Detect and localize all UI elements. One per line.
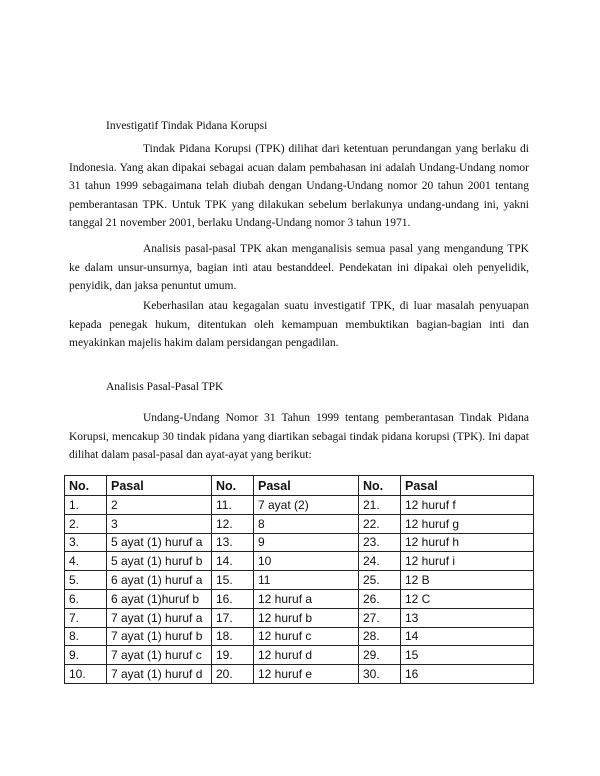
table-cell: 7 ayat (2) — [254, 496, 359, 515]
pasal-table — [64, 475, 534, 684]
paragraph-undang-undang: Undang-Undang Nomor 31 Tahun 1999 tentang pemberantasan Tindak Pidana Korupsi, mencakup 30 tindak pidana yang diartikan sebagai tindak pidana korupsi (TPK). Ini dapat dilihat dalam pasal-pasal dan ayat-ayat yang berikut: — [69, 412, 529, 461]
table-cell: 12 huruf h — [401, 533, 534, 552]
header-no: No. — [65, 476, 107, 496]
table-row — [65, 665, 534, 684]
table-cell: 14 — [401, 627, 534, 646]
header-no: No. — [212, 476, 254, 496]
table-cell: 26. — [359, 589, 401, 608]
header-pasal: Pasal — [254, 476, 359, 496]
table-cell: 15 — [401, 646, 534, 665]
table-cell: 11. — [212, 496, 254, 515]
table-row — [65, 646, 534, 665]
table-cell: 7. — [65, 608, 107, 627]
paragraph-tpk-definition: Tindak Pidana Korupsi (TPK) dilihat dari ketentuan perundangan yang berlaku di Indonesia. Yang akan dipakai sebagai acuan dalam pembahasan ini adalah Undang-Undang nomor 31 tahun 1999 sebagaimana telah diubah dengan Undang-Undang nomor 20 tahun 2001 tentang pemberantasan TPK. Untuk TPK yang dilakukan sebelum berlakunya undang-undang ini, yakni tanggal 21 november 2001, berlaku Undang-Undang nomor 3 tahun 1971. — [69, 143, 529, 229]
table-cell: 29. — [359, 646, 401, 665]
table-cell: 12 C — [401, 589, 534, 608]
table-cell: 20. — [212, 665, 254, 684]
table-row — [65, 571, 534, 590]
table-cell: 30. — [359, 665, 401, 684]
table-cell: 5 ayat (1) huruf b — [107, 552, 212, 571]
table-cell: 12 huruf a — [254, 589, 359, 608]
table-header-row — [65, 476, 534, 496]
table-cell: 5 ayat (1) huruf a — [107, 533, 212, 552]
table-row — [65, 514, 534, 533]
table-row — [65, 552, 534, 571]
table-cell: 22. — [359, 514, 401, 533]
table-cell: 12 huruf g — [401, 514, 534, 533]
table-cell: 28. — [359, 627, 401, 646]
table-row — [65, 589, 534, 608]
table-row — [65, 496, 534, 515]
table-cell: 5. — [65, 571, 107, 590]
table-cell: 12 huruf b — [254, 608, 359, 627]
table-cell: 4. — [65, 552, 107, 571]
table-cell: 8 — [254, 514, 359, 533]
table-cell: 24. — [359, 552, 401, 571]
table-cell: 7 ayat (1) huruf a — [107, 608, 212, 627]
table-cell: 15. — [212, 571, 254, 590]
table-cell: 13. — [212, 533, 254, 552]
table-cell: 12 huruf i — [401, 552, 534, 571]
table-cell: 12 huruf c — [254, 627, 359, 646]
table-cell: 8. — [65, 627, 107, 646]
table-cell: 18. — [212, 627, 254, 646]
table-cell: 7 ayat (1) huruf c — [107, 646, 212, 665]
table-cell: 2 — [107, 496, 212, 515]
header-pasal: Pasal — [107, 476, 212, 496]
table-cell: 13 — [401, 608, 534, 627]
table-cell: 6 ayat (1)huruf b — [107, 589, 212, 608]
table-cell: 9. — [65, 646, 107, 665]
table-cell: 21. — [359, 496, 401, 515]
table-row — [65, 608, 534, 627]
table-cell: 12 huruf d — [254, 646, 359, 665]
table-cell: 16 — [401, 665, 534, 684]
table-cell: 9 — [254, 533, 359, 552]
table-cell: 6. — [65, 589, 107, 608]
table-cell: 16. — [212, 589, 254, 608]
paragraph-keberhasilan: Keberhasilan atau kegagalan suatu investigatif TPK, di luar masalah penyuapan kepada penegak hukum, ditentukan oleh kemampuan membuktikan bagian-bagian inti dan meyakinkan majelis hakim dalam persidangan pengadilan. — [69, 300, 529, 349]
table-cell: 12 huruf e — [254, 665, 359, 684]
table-cell: 12 huruf f — [401, 496, 534, 515]
table-cell: 12. — [212, 514, 254, 533]
table-cell: 10. — [65, 665, 107, 684]
table-cell: 1. — [65, 496, 107, 515]
table-cell: 2. — [65, 514, 107, 533]
table-cell: 10 — [254, 552, 359, 571]
table-cell: 7 ayat (1) huruf b — [107, 627, 212, 646]
table-cell: 17. — [212, 608, 254, 627]
table-cell: 7 ayat (1) huruf d — [107, 665, 212, 684]
table-cell: 23. — [359, 533, 401, 552]
header-pasal: Pasal — [401, 476, 534, 496]
table-cell: 25. — [359, 571, 401, 590]
section-heading-investigatif: Investigatif Tindak Pidana Korupsi — [106, 120, 268, 132]
table-cell: 11 — [254, 571, 359, 590]
table-row — [65, 627, 534, 646]
table-cell: 3 — [107, 514, 212, 533]
table-cell: 27. — [359, 608, 401, 627]
paragraph-analisis: Analisis pasal-pasal TPK akan menganalisis semua pasal yang mengandung TPK ke dalam unsur-unsurnya, bagian inti atau bestanddeel. Pendekatan ini dipakai oleh penyelidik, penyidik, dan jaksa penuntut umum. — [69, 243, 529, 292]
table-cell: 19. — [212, 646, 254, 665]
table-cell: 6 ayat (1) huruf a — [107, 571, 212, 590]
header-no: No. — [359, 476, 401, 496]
table-cell: 12 B — [401, 571, 534, 590]
table-cell: 3. — [65, 533, 107, 552]
table-cell: 14. — [212, 552, 254, 571]
section-heading-analisis-pasal: Analisis Pasal-Pasal TPK — [106, 381, 224, 393]
table-row — [65, 533, 534, 552]
